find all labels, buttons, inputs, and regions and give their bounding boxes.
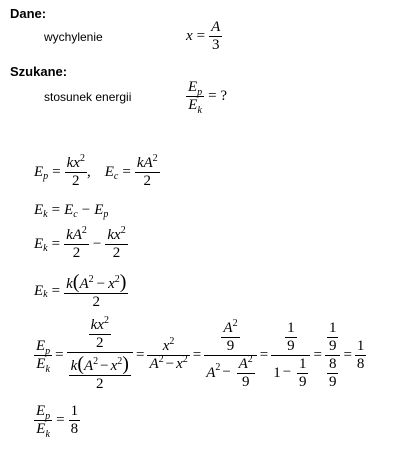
displacement-label: wychylenie: [44, 30, 103, 44]
var-x: x: [186, 28, 193, 44]
fraction-a-over-3: [209, 20, 222, 53]
equals-sign: =: [196, 28, 206, 44]
eq-kinetic-difference: E k = $\frac{kA^2}{2}$ − $\frac{kx^2}{2}$: [34, 225, 126, 261]
energy-ratio-formula: [186, 79, 228, 116]
given-heading: Dane:: [10, 6, 47, 21]
numerator: A: [211, 19, 221, 35]
fraction-ep-over-ek: $\frac{E_p}{E_k}$: [188, 79, 203, 116]
eq-potential-total: E p = $\frac{kx^2}{2}$ , E c = $\frac{kA^2}{2}$: [34, 153, 158, 189]
eq-final-result: $\frac{E_p}{E_k}$ = $\frac{1}{8}$: [36, 403, 79, 440]
question-tail: = ?: [208, 88, 228, 104]
energy-ratio-label: stosunek energii: [44, 90, 132, 104]
frac-kx2-over-2: $\frac{kx^2}{2}$: [66, 153, 85, 189]
frac-compound: $\frac{\frac{kx^2}{2}}{\frac{k(A^2 - x^2)}{2}}$: [67, 318, 133, 392]
displacement-formula: [186, 20, 222, 53]
eq-kinetic-definition: E k = E c − E p: [34, 202, 109, 220]
denominator: 3: [211, 37, 220, 53]
eq-kinetic-factored: E k = $\frac{k(A^2 - x^2)}{2}$: [34, 271, 127, 310]
eq-ratio-chain: $\frac{E_p}{E_k}$ = $\frac{\frac{kx^2}{2}}{\frac{k(A^2 - x^2)}{2}}$ = $\frac{x^2}{A^2 - x^2}$ = $\frac{A^2}{9}$ $A^2$ − $\frac{A^2}{9}$ = $\frac{1}{9}$ 1 − $\frac{1}{9}$ = $\frac{\frac{1}{9}}{\frac{8}{9}}$ = $\frac{1}{8}$: [36, 315, 365, 392]
frac-ka2-over-2: $\frac{kA^2}{2}$: [136, 153, 158, 189]
sought-heading: Szukane:: [10, 64, 68, 79]
